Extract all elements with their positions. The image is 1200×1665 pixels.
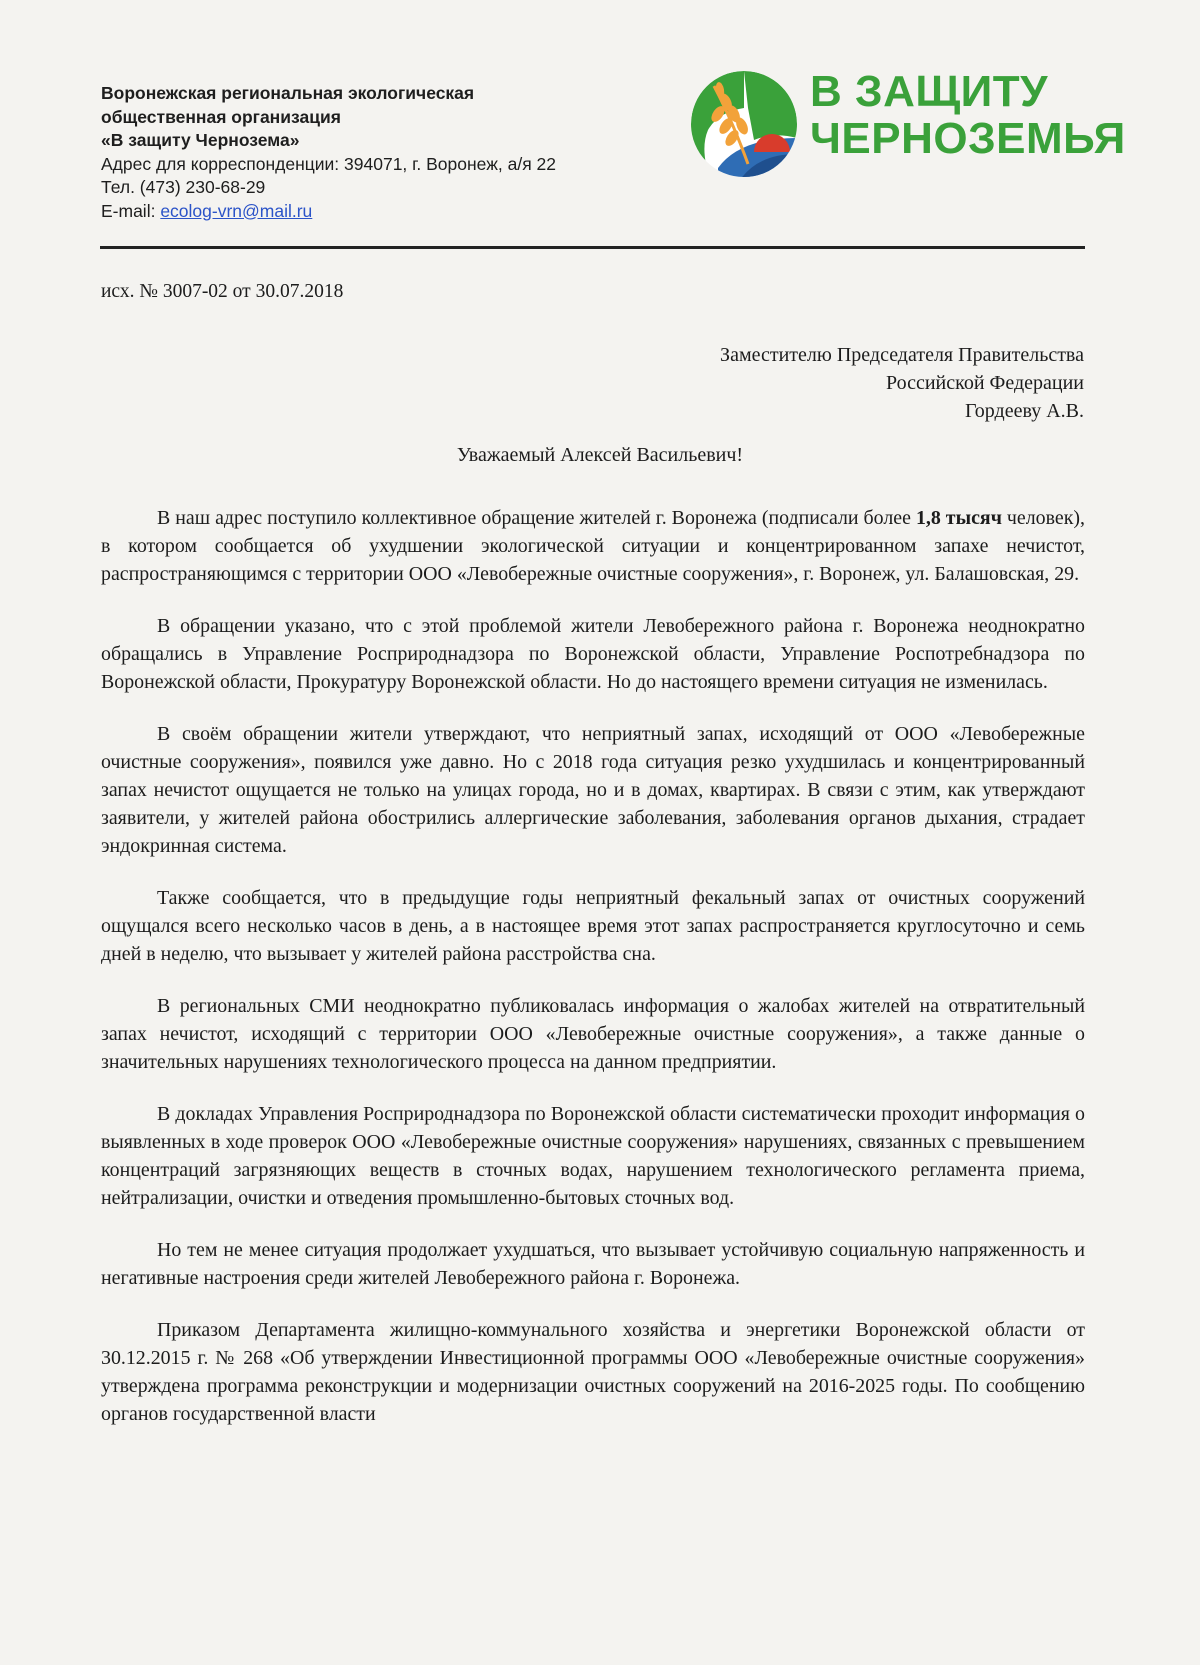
paragraph-text: человек), в котором сообщается об ухудшении экологической ситуации и концентрированном запахе нечистот, распространяющимся с территории ООО «Левобережные очистные сооружения», г. Воронеж, ул. Балашовская, 29. <box>101 507 1085 585</box>
phone-number: Тел. (473) 230-68-29 <box>101 177 266 197</box>
org-name-line: общественная организация <box>101 106 341 127</box>
paragraph-text: В наш адрес поступило коллективное обращение жителей г. Воронежа (подписали более <box>157 507 916 529</box>
email-link[interactable]: ecolog-vrn@mail.ru <box>160 200 313 221</box>
letter-body <box>101 504 1085 1428</box>
logo-emblem-icon <box>688 68 800 180</box>
org-name-line: «В защиту Чернозема» <box>101 130 300 150</box>
body-paragraph: Также сообщается, что в предыдущие годы неприятный фекальный запах от очистных сооружений ощущался всего несколько часов в день, а в настоящее время этот запах распространяется круглосуточно и семь дней в неделю, что вызывает у жителей района расстройства сна. <box>101 887 1085 965</box>
email-label: E-mail: <box>101 200 161 221</box>
organization-name <box>101 82 661 153</box>
body-paragraph: В своём обращении жители утверждают, что неприятный запах, исходящий от ООО «Левобережные очистные сооружения», появился уже давно. Но с 2018 года ситуация резко ухудшилась и концентрированный запах нечистот ощущается не только на улицах города, но и в домах, квартирах. В связи с этим, как утверждают заявители, у жителей района обострились аллергические заболевания, заболевания органов дыхания, страдает эндокринная система. <box>101 723 1085 857</box>
body-paragraph: Приказом Департамента жилищно-коммунального хозяйства и энергетики Воронежской области от 30.12.2015 г. № 268 «Об утверждении Инвестиционной программы ООО «Левобережные очистные сооружения» утверждена программа реконструкции и модернизации очистных сооружений на 2016-2025 годы. По сообщению органов государственной власти <box>101 1319 1085 1425</box>
addressee-block <box>720 341 1084 425</box>
body-paragraph: В региональных СМИ неоднократно публиковалась информация о жалобах жителей на отвратительный запах нечистот, исходящий с территории ООО «Левобережные очистные сооружения», а также данные о значительных нарушениях технологического процесса на данном предприятии. <box>101 995 1085 1073</box>
body-paragraph <box>101 504 1085 588</box>
org-name-line: Воронежская региональная экологическая <box>101 83 475 103</box>
body-paragraph: В обращении указано, что с этой проблемой жители Левобережного района г. Воронежа неоднократно обращались в Управление Росприроднадзора по Воронежской области, Управление Роспотребнадзора по Воронежской области, Прокуратуру Воронежской области. Но до настоящего времени ситуация не изменилась. <box>101 615 1085 693</box>
addressee-line: Российской Федерации <box>885 372 1084 394</box>
outgoing-reference: исх. № 3007-02 от 30.07.2018 <box>101 281 344 302</box>
organization-logo <box>688 64 1126 184</box>
addressee-line: Заместителю Председателя Правительства <box>720 344 1084 366</box>
body-paragraph: Но тем не менее ситуация продолжает ухудшаться, что вызывает устойчивую социальную напряженность и негативные настроения среди жителей Левобережного района г. Воронежа. <box>101 1239 1085 1289</box>
email-line <box>101 200 661 224</box>
organization-contacts <box>101 153 661 224</box>
postal-address: Адрес для корреспонденции: 394071, г. Воронеж, а/я 22 <box>101 153 557 174</box>
organization-letterhead <box>101 82 661 223</box>
salutation: Уважаемый Алексей Васильевич! <box>456 444 744 466</box>
addressee-line: Гордееву А.В. <box>964 400 1084 422</box>
logo-wordmark <box>810 68 1126 162</box>
header-divider <box>100 246 1085 249</box>
logo-wordmark-line: ЧЕРНОЗЕМЬЯ <box>810 114 1126 163</box>
signature-count: 1,8 тысяч <box>915 507 1002 529</box>
body-paragraph: В докладах Управления Росприроднадзора по Воронежской области систематически проходит информация о выявленных в ходе проверок ООО «Левобережные очистные сооружения» нарушениях, связанных с превышением концентраций загрязняющих веществ в сточных водах, нарушением технологического регламента приема, нейтрализации, очистки и отведения промышленно-бытовых сточных вод. <box>101 1103 1085 1209</box>
logo-wordmark-line: В ЗАЩИТУ <box>810 67 1049 116</box>
